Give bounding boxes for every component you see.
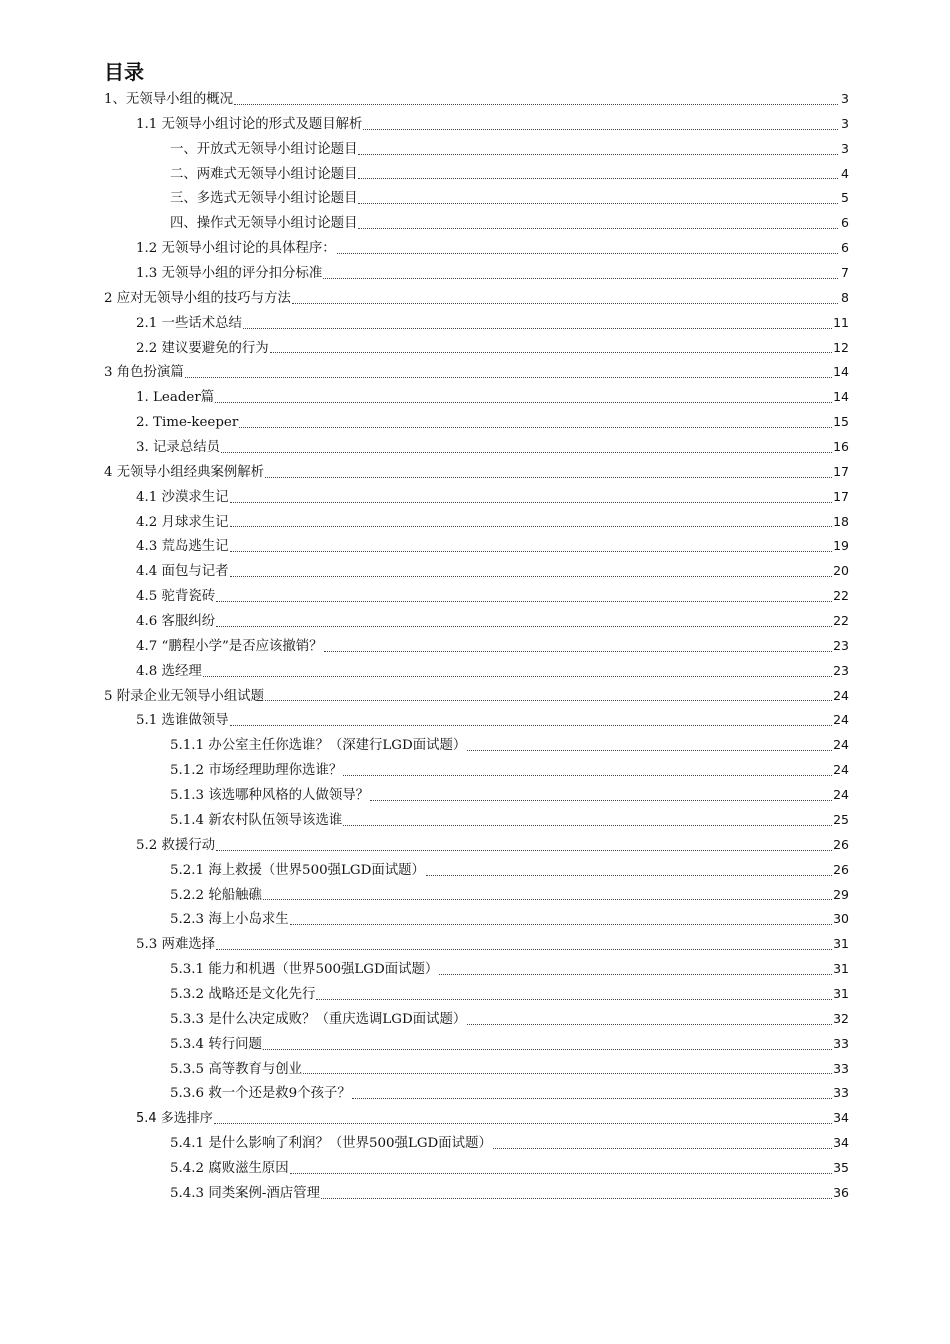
toc-entry-text: 2.2 建议要避免的行为 [136,340,269,356]
toc-entry[interactable] [104,1007,849,1032]
toc-entry[interactable] [104,1057,849,1082]
toc-entry[interactable] [104,1156,849,1181]
toc-dot-leader [216,948,832,950]
toc-entry-text: 4.4 面包与记者 [136,564,229,580]
toc-dot-leader [358,227,838,229]
toc-entry-text: 4.8 选经理 [136,663,202,679]
toc-page-number: 20 [833,563,849,579]
toc-page-number: 22 [833,613,849,629]
toc-dot-leader [324,650,833,652]
toc-page-number: 3 [841,140,849,156]
toc-dot-leader [323,277,838,279]
toc-entry-text: 1. Leader篇 [136,390,215,406]
toc-page-number: 16 [833,439,849,455]
toc-page-number: 31 [833,985,849,1001]
toc-entry[interactable] [104,1131,849,1156]
toc-page-number: 34 [833,1110,849,1126]
toc-entry[interactable] [104,87,849,112]
toc-page-number: 15 [833,414,849,430]
toc-dot-leader [303,1072,832,1074]
toc-dot-leader [216,849,832,851]
toc-page-number: 14 [833,389,849,405]
toc-entry-text: 5.4 多选排序 [136,1111,213,1127]
toc-page-number: 35 [833,1159,849,1175]
toc-entry[interactable] [104,460,849,485]
toc-entry-text: 1.1 无领导小组讨论的形式及题目解析 [136,116,363,132]
toc-entry-text: 5.2.3 海上小岛求生 [170,912,289,928]
toc-entry-text: 4.5 驼背瓷砖 [136,589,216,605]
toc-entry[interactable] [104,1032,849,1057]
toc-page-number: 23 [833,637,849,653]
toc-entry-text: 5.4.2 腐败滋生原因 [170,1160,289,1176]
toc-page-number: 18 [833,513,849,529]
toc-entry[interactable] [104,584,849,609]
toc-page-number: 24 [833,712,849,728]
toc-entry-text: 5.3.3 是什么决定成败？（重庆选调LGD面试题） [170,1011,467,1027]
toc-page-number: 30 [833,911,849,927]
toc-entry-text: 4.3 荒岛逃生记 [136,539,229,555]
toc-dot-leader [343,824,832,826]
toc-dot-leader [426,874,832,876]
toc-page-number: 33 [833,1035,849,1051]
toc-page-number: 11 [833,314,849,330]
toc-dot-leader [230,550,833,552]
toc-dot-leader [216,625,832,627]
toc-page-number: 19 [833,538,849,554]
toc-page-number: 24 [833,762,849,778]
toc-dot-leader [493,1147,832,1149]
toc-entry-text: 5.4.1 是什么影响了利润？（世界500强LGD面试题） [170,1136,492,1152]
toc-page-number: 26 [833,861,849,877]
toc-list [104,87,849,1206]
toc-page-number: 24 [833,687,849,703]
toc-entry[interactable] [104,410,849,435]
toc-entry-text: 5.1.2 市场经理助理你选谁？ [170,763,343,779]
toc-entry[interactable] [104,510,849,535]
toc-dot-leader [321,1197,832,1199]
toc-entry-text: 5.3.1 能力和机遇（世界500强LGD面试题） [170,962,439,978]
toc-entry[interactable] [104,1081,849,1106]
toc-entry-text: 1.2 无领导小组讨论的具体程序： [136,241,336,257]
toc-entry[interactable] [104,360,849,385]
toc-page-number: 34 [833,1135,849,1151]
toc-page-number: 22 [833,588,849,604]
toc-entry-text: 4.2 月球求生记 [136,514,229,530]
toc-page-number: 4 [841,165,849,181]
toc-entry-text: 四、操作式无领导小组讨论题目 [170,216,358,232]
toc-entry[interactable] [104,1106,849,1131]
toc-page-number: 17 [833,488,849,504]
toc-entry[interactable] [104,758,849,783]
toc-entry[interactable] [104,435,849,460]
toc-dot-leader [358,177,838,179]
toc-entry-text: 5.2.2 轮船触礁 [170,887,262,903]
toc-dot-leader [243,327,832,329]
toc-entry-text: 5.2 救援行动 [136,837,216,853]
toc-page-number: 14 [833,364,849,380]
toc-dot-leader [270,351,832,353]
toc-entry[interactable] [104,932,849,957]
toc-entry[interactable] [104,385,849,410]
toc-entry-text: 3 角色扮演篇 [104,365,184,381]
toc-entry[interactable] [104,485,849,510]
toc-entry[interactable] [104,634,849,659]
toc-dot-leader [216,600,832,602]
toc-entry-text: 1、无领导小组的概况 [104,92,234,107]
toc-dot-leader [214,1122,832,1124]
toc-entry-text: 三、多选式无领导小组讨论题目 [170,191,358,207]
toc-entry-text: 2 应对无领导小组的技巧与方法 [104,290,291,306]
toc-entry-text: 5.3.4 转行问题 [170,1036,262,1052]
toc-page-number: 33 [833,1085,849,1101]
toc-page-number: 6 [841,240,849,256]
toc-entry-text: 5.1 选谁做领导 [136,713,229,729]
toc-entry[interactable] [104,112,849,137]
toc-entry[interactable] [104,808,849,833]
toc-dot-leader [292,302,838,304]
toc-page-number: 32 [833,1010,849,1026]
toc-entry-text: 5.3.5 高等教育与创业 [170,1061,303,1077]
toc-entry[interactable] [104,982,849,1007]
toc-page-number: 29 [833,886,849,902]
toc-dot-leader [467,749,832,751]
toc-entry-text: 4.1 沙漠求生记 [136,489,229,505]
toc-page-number: 31 [833,961,849,977]
toc-dot-leader [234,103,838,105]
toc-page-number: 24 [833,737,849,753]
toc-dot-leader [203,675,832,677]
toc-dot-leader [239,426,832,428]
toc-dot-leader [265,476,832,478]
toc-page-number: 36 [833,1184,849,1200]
toc-dot-leader [263,1048,832,1050]
toc-entry-text: 5.2.1 海上救援（世界500强LGD面试题） [170,862,425,878]
toc-dot-leader [263,898,832,900]
toc-page-number: 26 [833,836,849,852]
toc-entry-text: 5.1.3 该选哪种风格的人做领导？ [170,788,370,804]
toc-dot-leader [343,774,832,776]
toc-entry[interactable] [104,659,849,684]
toc-dot-leader [358,153,838,155]
toc-entry[interactable] [104,137,849,162]
toc-page-number: 17 [833,463,849,479]
toc-entry[interactable] [104,833,849,858]
toc-dot-leader [265,699,832,701]
toc-entry[interactable] [104,907,849,932]
toc-entry[interactable] [104,162,849,187]
toc-entry[interactable] [104,286,849,311]
toc-entry-text: 2.1 一些话术总结 [136,315,242,331]
toc-dot-leader [439,973,832,975]
toc-page-number: 33 [833,1060,849,1076]
toc-dot-leader [230,575,833,577]
toc-dot-leader [230,501,833,503]
toc-entry-text: 5.1.1 办公室主任你选谁？（深建行LGD面试题） [170,738,467,754]
toc-entry[interactable] [104,1181,849,1206]
toc-entry-text: 3. 记录总结员 [136,440,220,456]
toc-entry-text: 5.3.6 救一个还是救9个孩子？ [170,1086,351,1102]
toc-entry[interactable] [104,311,849,336]
toc-entry[interactable] [104,186,849,211]
toc-entry[interactable] [104,883,849,908]
toc-page-number: 3 [841,91,849,106]
toc-entry[interactable] [104,957,849,982]
toc-page-number: 6 [841,215,849,231]
toc-dot-leader [363,128,838,130]
toc-entry-text: 4.7 “鹏程小学”是否应该撤销？ [136,638,323,654]
toc-entry[interactable] [104,336,849,361]
toc-entry-text: 一、开放式无领导小组讨论题目 [170,141,358,157]
toc-dot-leader [358,202,838,204]
toc-page-number: 5 [841,190,849,206]
toc-dot-leader [370,799,832,801]
toc-dot-leader [215,401,832,403]
toc-entry-text: 5.4.3 同类案例-酒店管理 [170,1185,320,1201]
toc-page-number: 8 [841,289,849,305]
toc-entry[interactable] [104,609,849,634]
toc-entry-text: 5.1.4 新农村队伍领导该选谁 [170,812,343,828]
toc-entry[interactable] [104,261,849,286]
toc-entry[interactable] [104,708,849,733]
toc-entry[interactable] [104,236,849,261]
toc-entry-text: 4 无领导小组经典案例解析 [104,464,265,480]
toc-dot-leader [290,1172,832,1174]
toc-page-number: 25 [833,811,849,827]
toc-entry[interactable] [104,858,849,883]
toc-page-number: 7 [841,265,849,281]
toc-entry[interactable] [104,534,849,559]
toc-entry-text: 5.3.2 战略还是文化先行 [170,986,316,1002]
toc-entry-text: 5 附录企业无领导小组试题 [104,688,265,704]
toc-entry[interactable] [104,733,849,758]
toc-dot-leader [185,376,832,378]
toc-entry-text: 2. Time-keeper [136,415,239,431]
toc-dot-leader [337,252,838,254]
toc-entry-text: 5.3 两难选择 [136,937,216,953]
toc-entry-text: 1.3 无领导小组的评分扣分标准 [136,266,323,282]
toc-dot-leader [230,525,833,527]
toc-title: 目录 [104,60,144,84]
toc-page-number: 31 [833,936,849,952]
toc-dot-leader [230,724,833,726]
toc-entry[interactable] [104,559,849,584]
toc-page-number: 12 [833,339,849,355]
toc-dot-leader [352,1097,832,1099]
toc-entry-text: 二、两难式无领导小组讨论题目 [170,166,358,182]
toc-dot-leader [290,923,832,925]
toc-dot-leader [467,1023,832,1025]
toc-page-number: 23 [833,662,849,678]
toc-entry[interactable] [104,783,849,808]
toc-page-number: 24 [833,787,849,803]
toc-dot-leader [221,451,832,453]
toc-dot-leader [316,998,832,1000]
toc-entry[interactable] [104,211,849,236]
toc-entry[interactable] [104,684,849,709]
toc-page-number: 3 [841,115,849,131]
toc-entry-text: 4.6 客服纠纷 [136,614,216,630]
